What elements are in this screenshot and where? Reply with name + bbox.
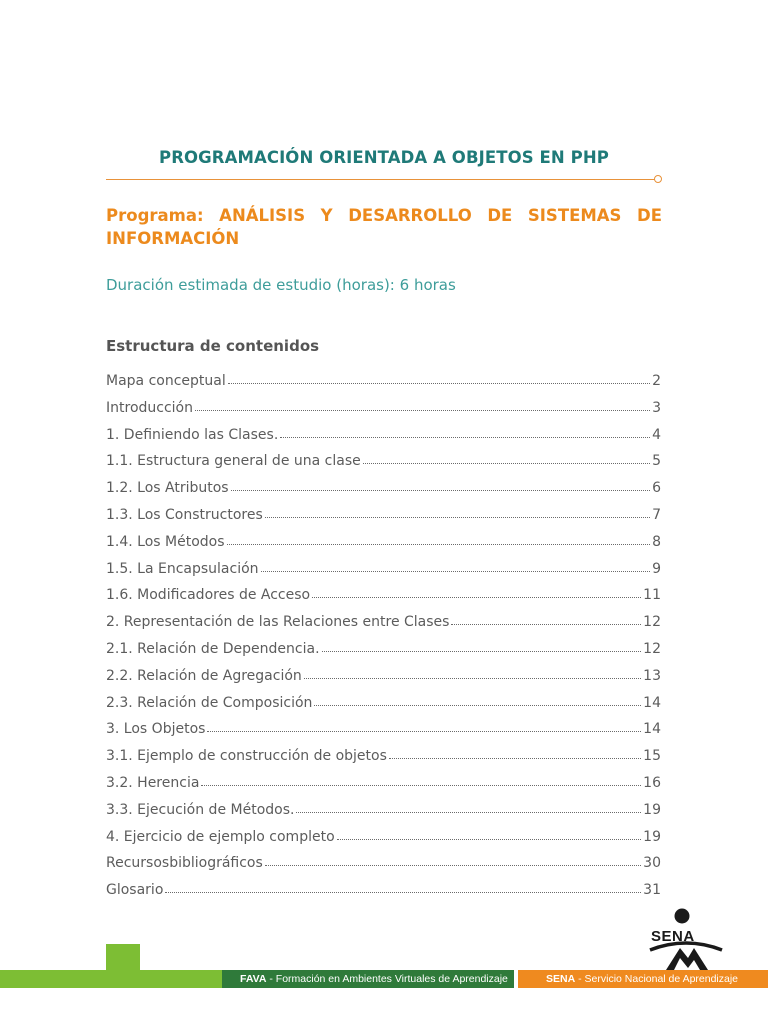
toc-entry-page: 11 — [643, 587, 661, 604]
footer-accent-square — [106, 944, 140, 970]
divider-end-dot — [654, 175, 662, 183]
toc-entry-label: 3.3. Ejecución de Métodos. — [106, 801, 295, 818]
toc-entry — [106, 721, 661, 748]
toc-entry — [106, 668, 661, 695]
toc-entry-label: 4. Ejercicio de ejemplo completo — [106, 828, 335, 845]
title-divider — [106, 179, 656, 180]
toc-entry — [106, 427, 661, 454]
toc-entry-page: 19 — [643, 801, 661, 818]
toc-leader-dots — [451, 614, 641, 625]
toc-entry-label: Recursosbibliográficos — [106, 855, 263, 872]
toc-entry-label: 3.2. Herencia — [106, 774, 200, 791]
toc-entry-label: 1.4. Los Métodos — [106, 533, 225, 550]
toc-entry-page: 7 — [652, 506, 661, 523]
program-name: Programa: ANÁLISIS Y DESARROLLO DE SISTEMAS DE INFORMACIÓN — [106, 206, 662, 248]
sena-description: - Servicio Nacional de Aprendizaje — [575, 973, 739, 985]
toc-entry — [106, 775, 661, 802]
toc-entry-label: Introducción — [106, 399, 193, 416]
toc-leader-dots — [314, 695, 641, 706]
toc-entry-page: 12 — [643, 614, 661, 631]
footer-green-segment — [0, 970, 222, 988]
toc-entry-page: 13 — [643, 667, 661, 684]
toc-entry-page: 9 — [652, 560, 661, 577]
toc-leader-dots — [296, 802, 641, 813]
toc-entry — [106, 882, 661, 909]
toc-entry-label: Glosario — [106, 882, 164, 899]
toc-entry-page: 6 — [652, 480, 661, 497]
toc-entry-label: Mapa conceptual — [106, 373, 226, 389]
toc-entry-label: 3.1. Ejemplo de construcción de objetos — [106, 748, 387, 765]
sena-abbr: SENA — [546, 973, 576, 985]
toc-leader-dots — [265, 507, 650, 518]
toc-entry — [106, 748, 661, 775]
toc-leader-dots — [363, 453, 650, 464]
toc-leader-dots — [304, 668, 641, 679]
table-of-contents — [106, 373, 661, 909]
toc-leader-dots — [337, 829, 642, 840]
toc-entry — [106, 614, 661, 641]
toc-leader-dots — [228, 373, 650, 384]
section-heading: Estructura de contenidos — [106, 337, 320, 355]
toc-entry-page: 8 — [652, 533, 661, 550]
toc-entry — [106, 480, 661, 507]
toc-entry-page: 15 — [643, 748, 661, 765]
toc-leader-dots — [231, 480, 650, 491]
toc-entry-label: 1.5. La Encapsulación — [106, 560, 259, 577]
toc-leader-dots — [227, 534, 651, 545]
toc-leader-dots — [201, 775, 641, 786]
toc-entry — [106, 507, 661, 534]
toc-entry-label: 1. Definiendo las Clases. — [106, 426, 279, 443]
sena-logo-text: SENA — [651, 928, 695, 945]
toc-entry-page: 5 — [652, 453, 661, 470]
study-duration: Duración estimada de estudio (horas): 6 horas — [106, 276, 456, 294]
toc-entry-page: 14 — [643, 721, 661, 738]
toc-entry-page: 31 — [643, 882, 661, 899]
toc-leader-dots — [389, 748, 641, 759]
toc-leader-dots — [322, 641, 642, 652]
toc-entry-page: 16 — [643, 774, 661, 791]
toc-leader-dots — [312, 587, 641, 598]
toc-entry — [106, 561, 661, 588]
toc-entry — [106, 534, 661, 561]
toc-entry — [106, 400, 661, 427]
toc-leader-dots — [261, 561, 651, 572]
toc-entry — [106, 855, 661, 882]
toc-entry-label: 2.2. Relación de Agregación — [106, 667, 302, 684]
toc-entry-page: 19 — [643, 828, 661, 845]
toc-leader-dots — [280, 427, 650, 438]
toc-entry-page: 3 — [652, 399, 661, 416]
toc-entry-label: 2. Representación de las Relaciones entre Clases — [106, 614, 450, 631]
toc-entry-label: 1.3. Los Constructores — [106, 506, 263, 523]
toc-entry — [106, 587, 661, 614]
fava-description: - Formación en Ambientes Virtuales de Aprendizaje — [266, 973, 508, 985]
toc-leader-dots — [207, 721, 641, 732]
toc-entry — [106, 641, 661, 668]
document-title: PROGRAMACIÓN ORIENTADA A OBJETOS EN PHP — [159, 148, 609, 167]
toc-entry — [106, 453, 661, 480]
toc-entry-page: 12 — [643, 640, 661, 657]
toc-entry-label: 1.2. Los Atributos — [106, 480, 229, 497]
toc-entry-page: 14 — [643, 694, 661, 711]
toc-entry-page: 30 — [643, 855, 661, 872]
toc-entry — [106, 695, 661, 722]
toc-entry-label: 2.1. Relación de Dependencia. — [106, 640, 320, 657]
toc-leader-dots — [195, 400, 650, 411]
footer-sena-label — [546, 972, 738, 986]
footer-fava-label — [240, 972, 508, 986]
toc-entry-label: 1.1. Estructura general de una clase — [106, 453, 361, 470]
toc-leader-dots — [165, 882, 641, 893]
toc-entry — [106, 802, 661, 829]
fava-abbr: FAVA — [240, 973, 267, 985]
toc-entry-label: 1.6. Modificadores de Acceso — [106, 587, 311, 604]
toc-entry-label: 3. Los Objetos — [106, 721, 206, 738]
toc-entry — [106, 829, 661, 856]
toc-entry-page: 4 — [652, 426, 661, 443]
toc-entry-page: 2 — [652, 373, 661, 389]
toc-entry-label: 2.3. Relación de Composición — [106, 694, 313, 711]
toc-leader-dots — [265, 855, 641, 866]
toc-entry — [106, 373, 661, 400]
